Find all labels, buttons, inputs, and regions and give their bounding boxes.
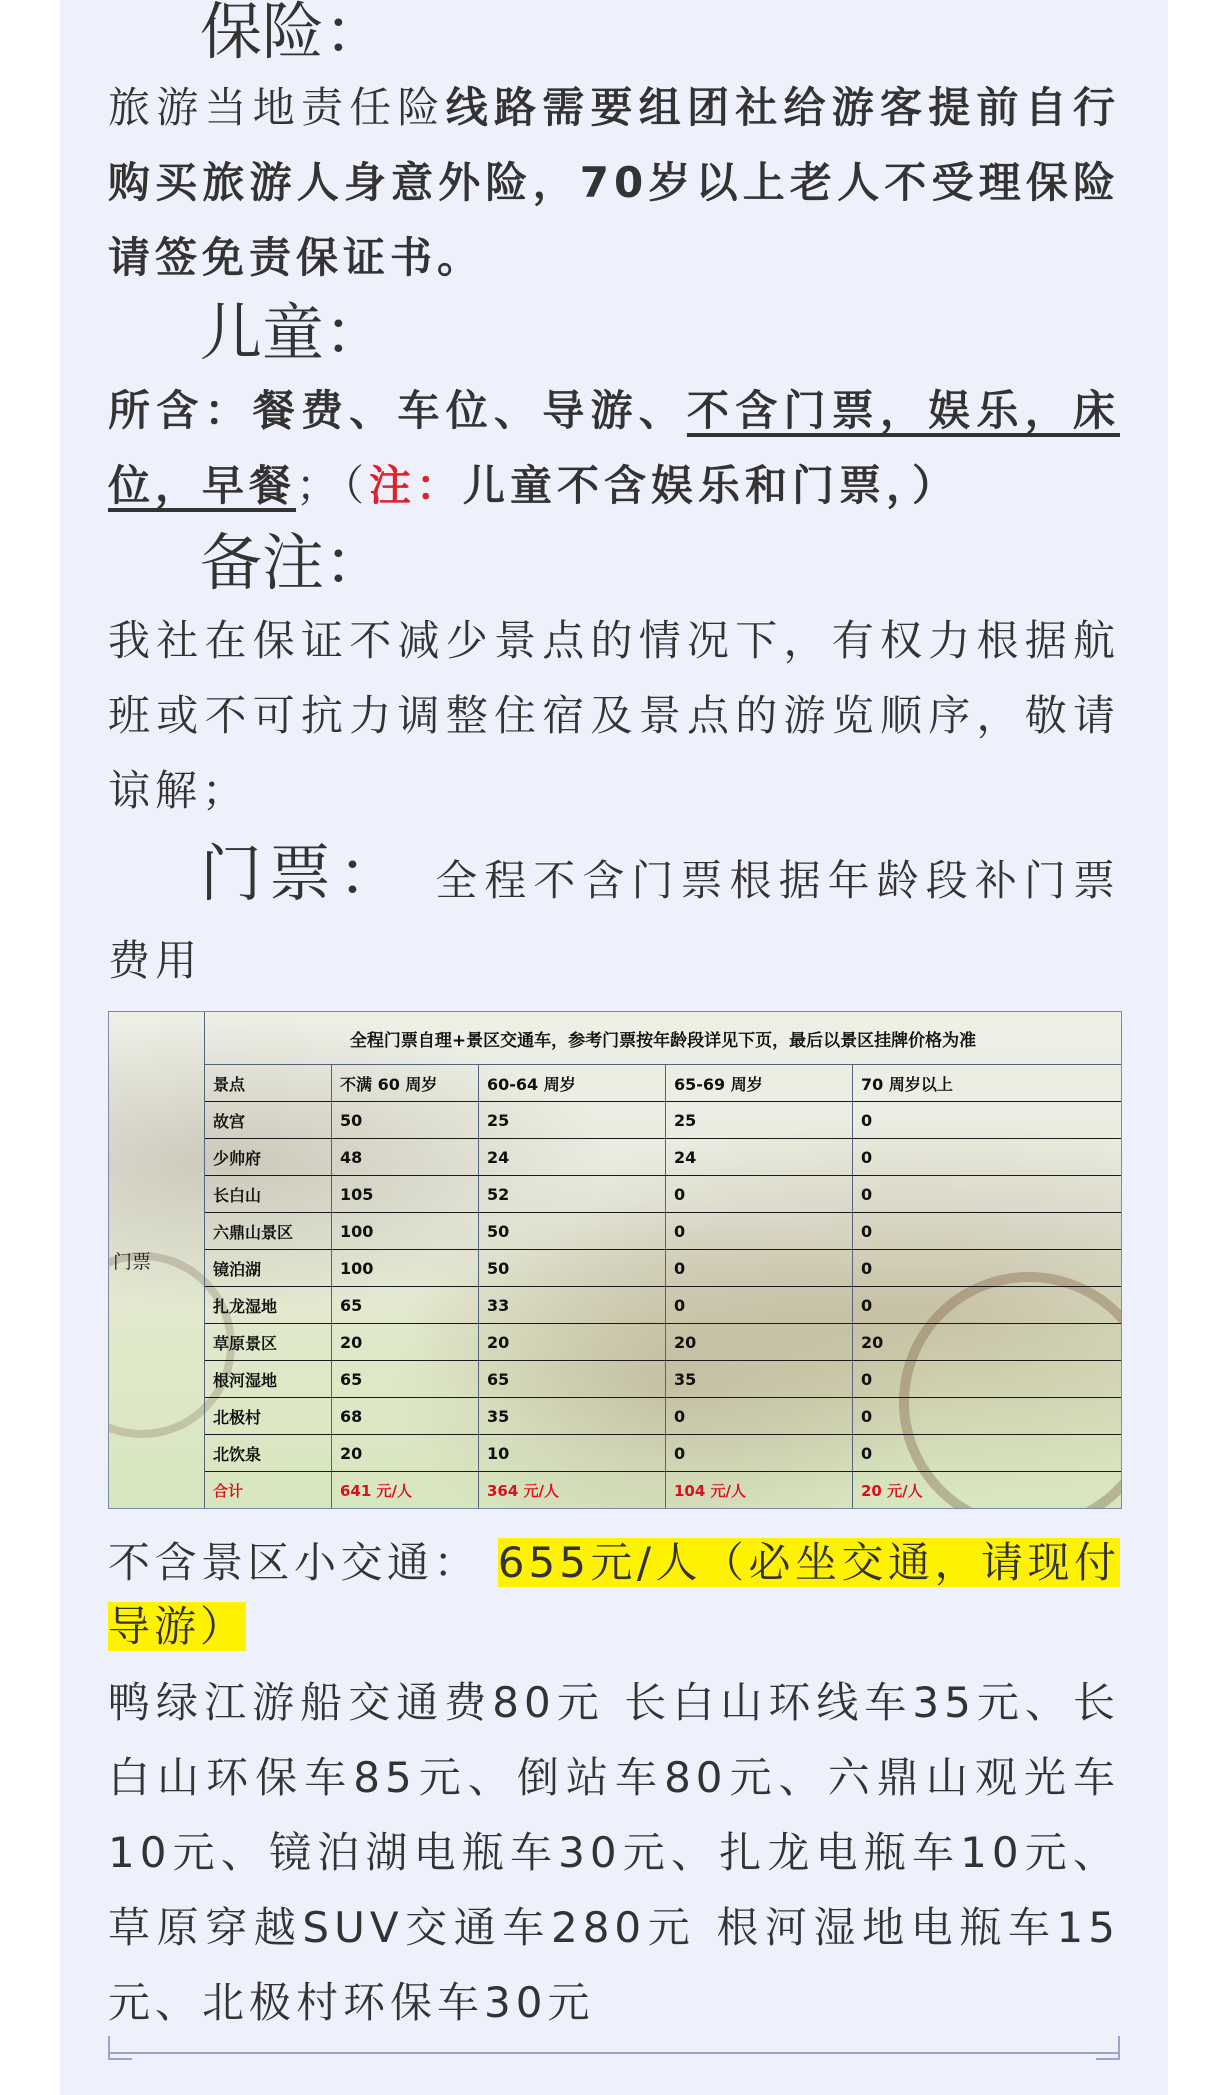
table-cell: 10 — [479, 1435, 666, 1472]
table-total-row — [205, 1472, 1121, 1509]
insurance-normal-text: 旅游当地责任险 — [108, 83, 446, 132]
table-cell: 25 — [479, 1102, 666, 1139]
table-row — [205, 1102, 1121, 1139]
frame-corner-left — [108, 2036, 132, 2060]
total-cell: 104 元/人 — [666, 1472, 853, 1509]
ticket-side-label: 门票 — [109, 1012, 205, 1508]
table-cell: 105 — [332, 1176, 479, 1213]
table-cell: 六鼎山景区 — [205, 1213, 332, 1250]
table-cell: 50 — [479, 1213, 666, 1250]
table-cell: 20 — [853, 1324, 1122, 1361]
table-cell: 20 — [666, 1324, 853, 1361]
ticket-table-title: 全程门票自理+景区交通车，参考门票按年龄段详见下页，最后以景区挂牌价格为准 — [205, 1012, 1121, 1065]
header-cell: 65-69 周岁 — [666, 1065, 853, 1102]
table-cell: 35 — [479, 1398, 666, 1435]
header-cell: 60-64 周岁 — [479, 1065, 666, 1102]
table-cell: 20 — [332, 1324, 479, 1361]
table-row — [205, 1287, 1121, 1324]
header-cell: 景点 — [205, 1065, 332, 1102]
children-note-label: 注： — [369, 461, 464, 510]
table-cell: 24 — [666, 1139, 853, 1176]
transport-details: 鸭绿江游船交通费80元 长白山环线车35元、长白山环保车85元、倒站车80元、六鼎山观光车10元、镜泊湖电瓶车30元、扎龙电瓶车10元、草原穿越SUV交通车280元 根河湿地电瓶车15元、北极村环保车30元 — [108, 1678, 1120, 2027]
table-cell: 0 — [853, 1398, 1122, 1435]
transport-label: 不含景区小交通： — [108, 1538, 498, 1587]
transport-summary — [108, 1531, 1120, 1659]
table-cell: 0 — [853, 1435, 1122, 1472]
table-cell: 草原景区 — [205, 1324, 332, 1361]
table-cell: 0 — [666, 1250, 853, 1287]
content-column — [108, 0, 1120, 2040]
table-cell: 0 — [853, 1250, 1122, 1287]
table-cell: 65 — [332, 1287, 479, 1324]
table-cell: 0 — [853, 1287, 1122, 1324]
table-cell: 北饮泉 — [205, 1435, 332, 1472]
table-cell: 0 — [666, 1398, 853, 1435]
total-cell: 20 元/人 — [861, 1481, 923, 1500]
table-cell: 50 — [332, 1102, 479, 1139]
children-note-text: 儿童不含娱乐和门票，） — [463, 461, 960, 510]
table-cell: 50 — [479, 1250, 666, 1287]
table-cell: 25 — [666, 1102, 853, 1139]
children-text — [108, 373, 1120, 523]
table-row — [205, 1213, 1121, 1250]
remarks-heading: 备注： — [200, 526, 387, 599]
tickets-text-block — [108, 834, 1120, 1001]
children-heading: 儿童： — [200, 296, 387, 369]
insurance-text — [108, 70, 1120, 295]
page-frame-line — [108, 2052, 1120, 2054]
header-cell: 不满 60 周岁 — [332, 1065, 479, 1102]
table-cell: 镜泊湖 — [205, 1250, 332, 1287]
table-cell: 0 — [666, 1176, 853, 1213]
table-cell: 100 — [332, 1250, 479, 1287]
table-cell: 20 — [332, 1435, 479, 1472]
table-row — [205, 1324, 1121, 1361]
table-cell: 0 — [853, 1361, 1122, 1398]
frame-corner-right — [1096, 2036, 1120, 2060]
table-cell: 65 — [332, 1361, 479, 1398]
table-row — [205, 1176, 1121, 1213]
table-cell: 0 — [853, 1176, 1122, 1213]
table-cell: 0 — [853, 1102, 1122, 1139]
total-cell: 364 元/人 — [479, 1472, 666, 1509]
table-row — [205, 1435, 1121, 1472]
insurance-bold-text: 线路需要组团社给游客提前自行购买旅游人身意外险，70岁以上老人不受理保险请签免责保证书。 — [108, 83, 1120, 282]
table-cell: 65 — [479, 1361, 666, 1398]
ticket-price-table-image — [108, 1011, 1122, 1509]
table-cell: 长白山 — [205, 1176, 332, 1213]
table-cell: 24 — [479, 1139, 666, 1176]
table-row — [205, 1361, 1121, 1398]
table-row — [205, 1139, 1121, 1176]
table-cell: 故宫 — [205, 1102, 332, 1139]
children-excluded: 不含门票，娱乐，床位，早餐 — [108, 386, 1120, 510]
table-cell: 52 — [479, 1176, 666, 1213]
table-cell: 根河湿地 — [205, 1361, 332, 1398]
table-cell: 20 — [479, 1324, 666, 1361]
table-cell: 0 — [853, 1139, 1122, 1176]
table-cell: 0 — [853, 1213, 1122, 1250]
table-cell: 35 — [666, 1361, 853, 1398]
insurance-heading: 保险： — [200, 0, 387, 68]
table-cell: 0 — [666, 1287, 853, 1324]
total-cell: 641 元/人 — [332, 1472, 479, 1509]
table-cell: 100 — [332, 1213, 479, 1250]
total-cell: 合计 — [205, 1472, 332, 1509]
table-cell: 0 — [666, 1213, 853, 1250]
table-cell: 33 — [479, 1287, 666, 1324]
table-row — [205, 1398, 1121, 1435]
header-cell: 70 周岁以上 — [853, 1065, 1122, 1102]
ticket-price-table — [205, 1012, 1121, 1508]
table-cell: 68 — [332, 1398, 479, 1435]
table-row — [205, 1250, 1121, 1287]
tickets-text: 全程不含门票根据年龄段补门票费用 — [108, 856, 1120, 985]
table-cell: 扎龙湿地 — [205, 1287, 332, 1324]
transport-highlight: 655元/人（必坐交通，请现付导游） — [108, 1538, 1120, 1651]
children-prefix: 所含：餐费、车位、导游、 — [108, 386, 687, 435]
ticket-table-header-row — [205, 1065, 1121, 1102]
table-cell: 0 — [666, 1435, 853, 1472]
table-cell: 48 — [332, 1139, 479, 1176]
table-cell: 北极村 — [205, 1398, 332, 1435]
children-sep: ；（ — [296, 461, 370, 510]
table-cell: 少帅府 — [205, 1139, 332, 1176]
remarks-text: 我社在保证不减少景点的情况下，有权力根据航班或不可抗力调整住宿及景点的游览顺序，敬请谅解； — [108, 616, 1120, 815]
tickets-heading: 门票： — [200, 837, 408, 910]
